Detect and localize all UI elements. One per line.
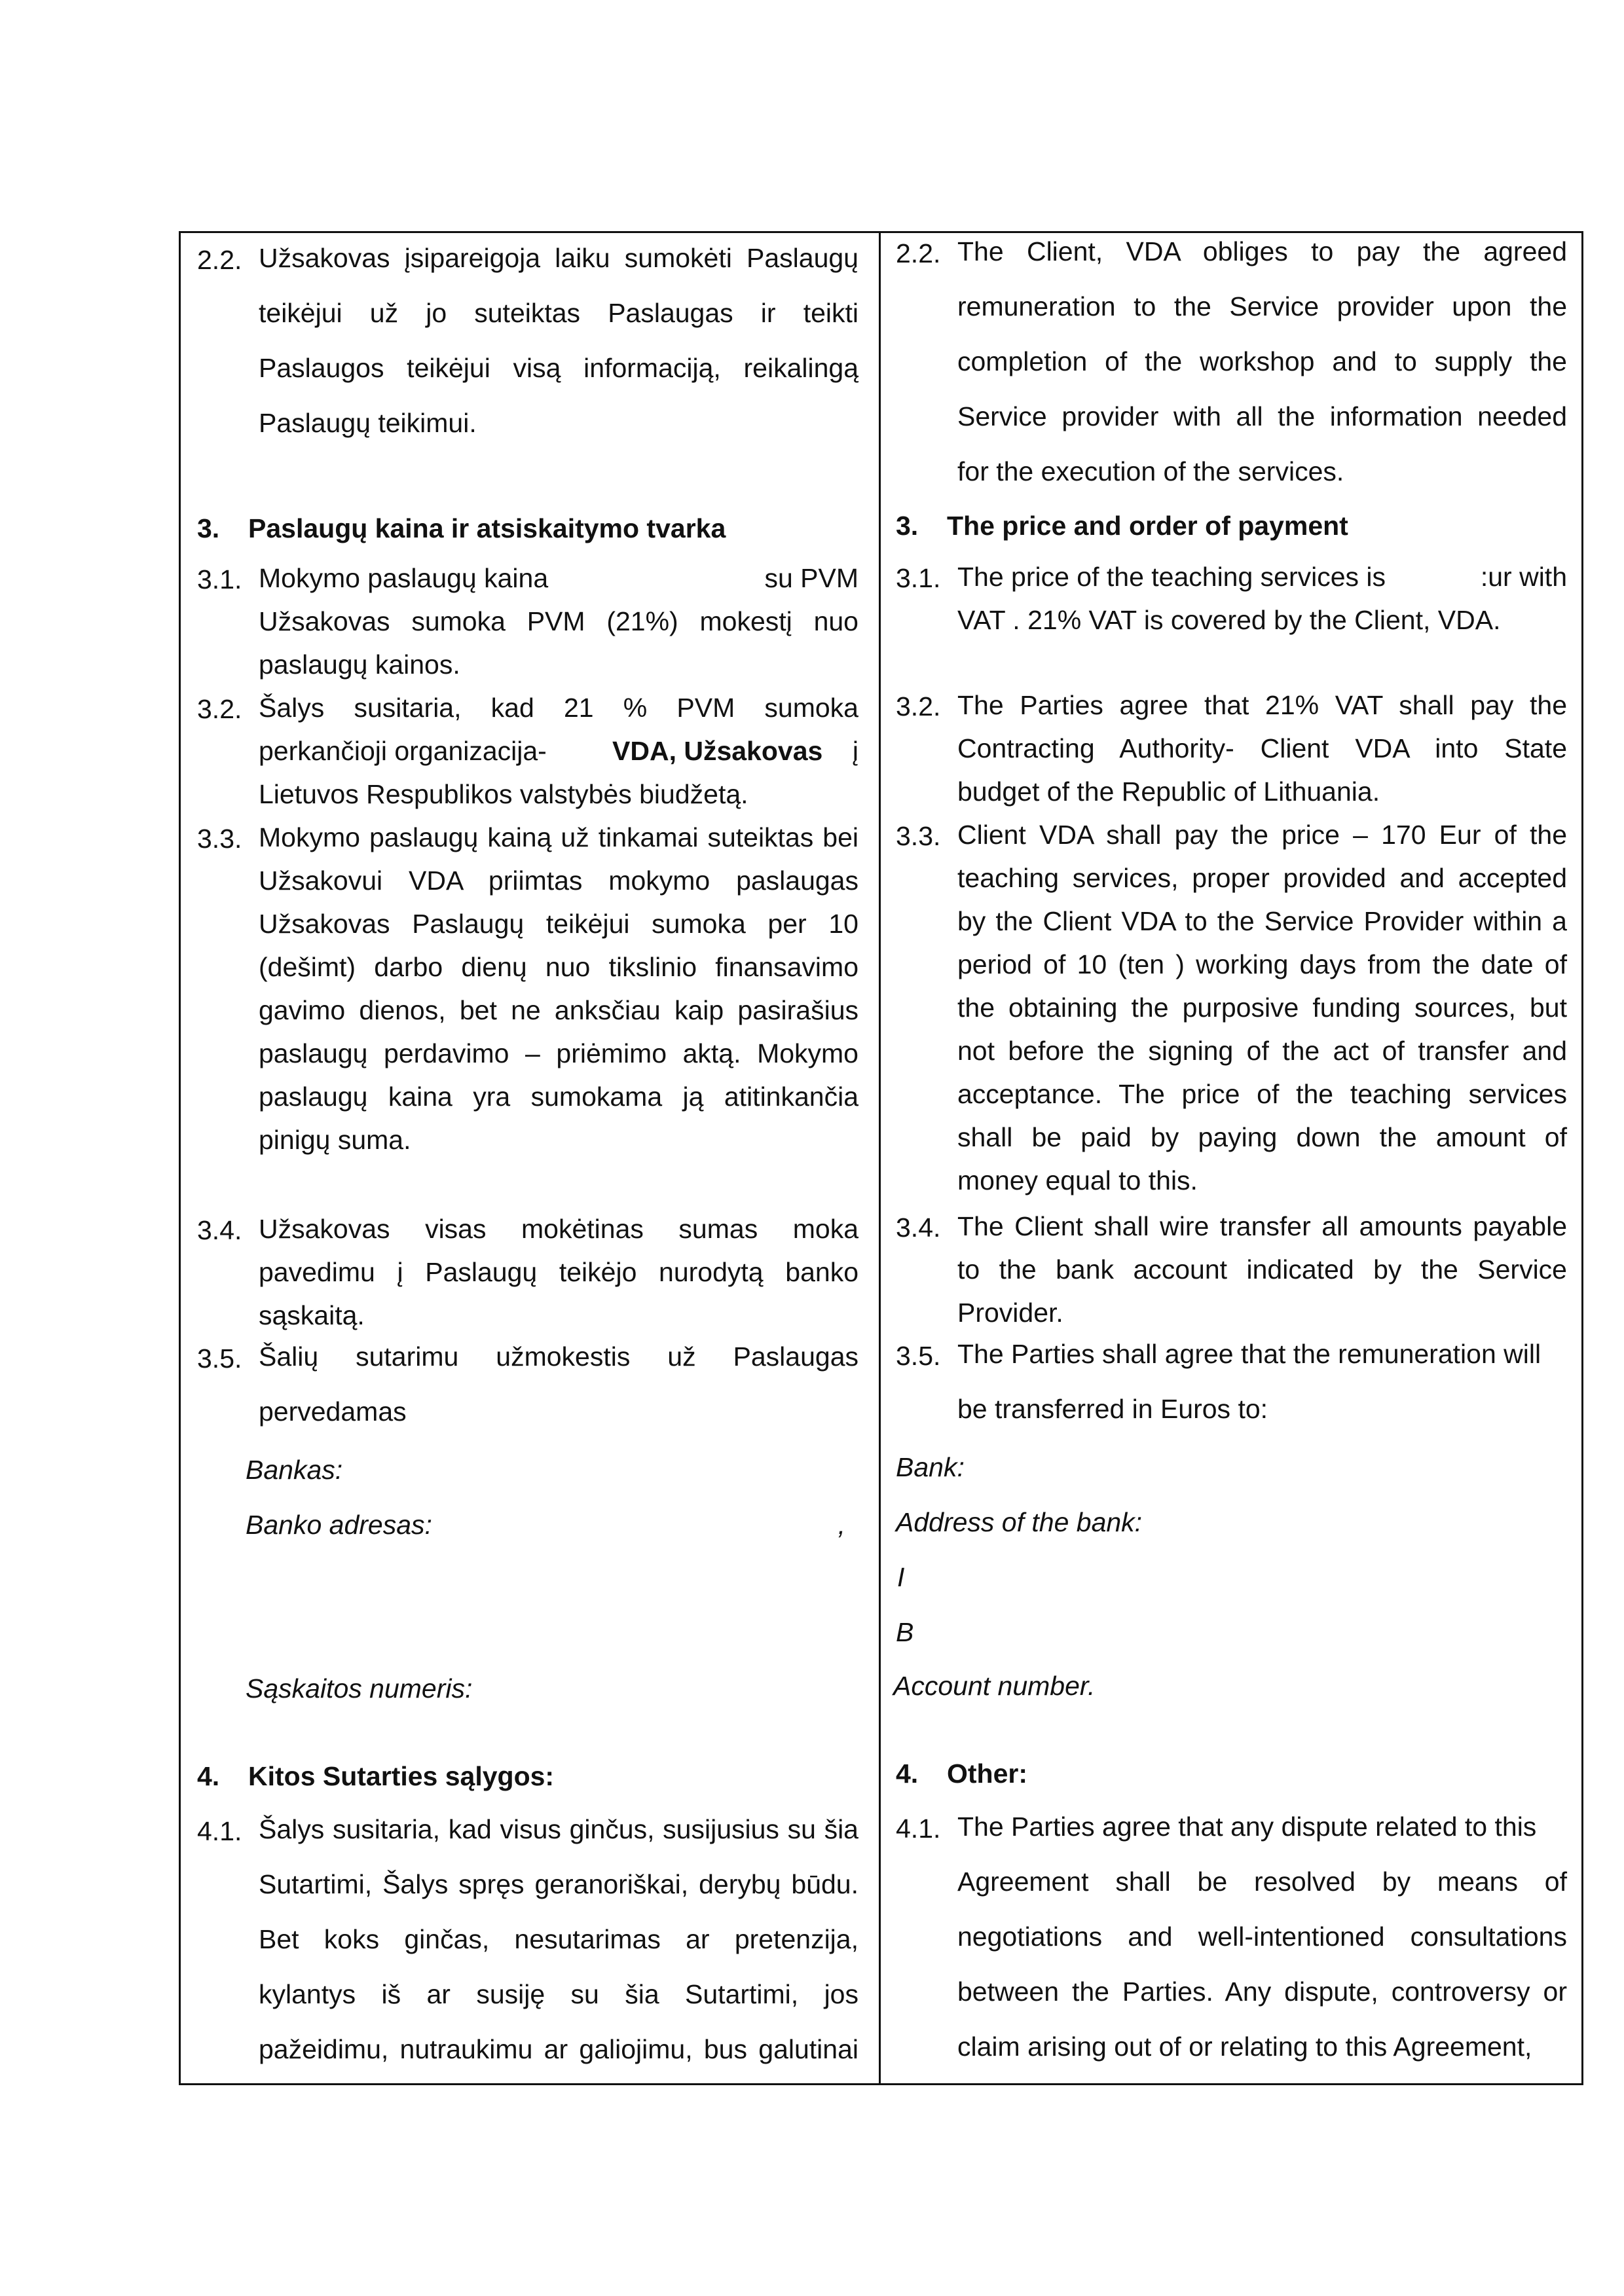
clause-line: pažeidimu, nutraukimu ar galiojimu, bus galutinai <box>259 2034 858 2064</box>
clause-line: Paslaugos teikėjui visą informaciją, reikalingą <box>259 353 858 383</box>
bank-address-label-lt: Banko adresas: <box>246 1510 432 1540</box>
clause-number: 3.3. <box>896 821 941 851</box>
clause-line: Service provider with all the information needed <box>957 401 1567 431</box>
clause-number: 3.2. <box>197 694 242 724</box>
section-number: 3. <box>896 511 919 541</box>
clause-line: Sutartimi, Šalys spręs geranoriškai, derybų būdu. <box>259 1869 858 1899</box>
clause-line: Lietuvos Respublikos valstybės biudžetą. <box>259 779 748 809</box>
clause-number: 2.2. <box>896 238 941 268</box>
clause-number: 3.1. <box>197 564 242 594</box>
clause-line: Užsakovas visas mokėtinas sumas moka <box>259 1214 858 1244</box>
clause-line: Užsakovui VDA priimtas mokymo paslaugas <box>259 866 858 896</box>
clause-line: pinigų suma. <box>259 1125 411 1155</box>
bank-address-trailing-lt: , <box>838 1510 845 1540</box>
clause-number: 2.2. <box>197 245 242 275</box>
bank-address-line2-en: B <box>896 1617 914 1647</box>
section-title: Paslaugų kaina ir atsiskaitymo tvarka <box>248 513 726 543</box>
section-title: The price and order of payment <box>947 511 1348 541</box>
clause-line: Client VDA shall pay the price – 170 Eur of the <box>957 820 1567 850</box>
clause-line: the obtaining the purposive funding sources, but <box>957 993 1567 1023</box>
clause-number: 3.2. <box>896 691 941 721</box>
clause-line: su PVM <box>764 563 858 593</box>
bilingual-contract-table <box>179 231 1583 2085</box>
clause-number: 4.1. <box>896 1813 941 1844</box>
clause-line: to the bank account indicated by the Service <box>957 1254 1567 1285</box>
clause-line: (dešimt) darbo dienų nuo tikslinio finansavimo <box>259 952 858 982</box>
clause-line: teaching services, proper provided and accepted <box>957 863 1567 893</box>
clause-line: kylantys iš ar susiję su šia Sutartimi, jos <box>259 1979 858 2009</box>
clause-line: pavedimu į Paslaugų teikėjo nurodytą banko <box>259 1257 858 1287</box>
section-title: Other: <box>947 1758 1027 1789</box>
clause-line: The Parties shall agree that the remuneration will <box>957 1339 1541 1369</box>
clause-line: pervedamas <box>259 1396 407 1427</box>
clause-line: be transferred in Euros to: <box>957 1394 1268 1424</box>
clause-line: shall be paid by paying down the amount of <box>957 1122 1567 1152</box>
clause-line: Užsakovas įsipareigoja laiku sumokėti Paslaugų <box>259 243 858 273</box>
clause-line: acceptance. The price of the teaching services <box>957 1079 1567 1109</box>
account-number-label-lt: Sąskaitos numeris: <box>246 1673 473 1704</box>
column-divider <box>879 233 881 2083</box>
clause-line: money equal to this. <box>957 1165 1198 1195</box>
clause-line: The Parties agree that any dispute related to this <box>957 1812 1537 1842</box>
clause-line: Mokymo paslaugų kaina <box>259 563 549 593</box>
clause-line: The Client, VDA obliges to pay the agreed <box>957 236 1567 266</box>
clause-line: Šalys susitaria, kad visus ginčus, susijusius su šia <box>259 1814 858 1844</box>
clause-line: The Client shall wire transfer all amounts payable <box>957 1211 1567 1241</box>
section-title: Kitos Sutarties sąlygos: <box>248 1761 555 1791</box>
bank-name-label-en: Bank: <box>896 1452 965 1482</box>
clause-line: teikėjui už jo suteiktas Paslaugas ir teikti <box>259 298 858 328</box>
bank-address-line1-en: I <box>897 1562 905 1592</box>
clause-line: not before the signing of the act of transfer and <box>957 1036 1567 1066</box>
clause-line: sąskaitą. <box>259 1300 365 1330</box>
clause-line: paslaugų kainos. <box>259 649 460 680</box>
clause-line: :ur with <box>1480 562 1567 592</box>
clause-line: by the Client VDA to the Service Provider within a <box>957 906 1567 936</box>
clause-line: period of 10 (ten ) working days from the date of <box>957 949 1567 979</box>
clause-line-bold: VDA, Užsakovas <box>612 736 823 766</box>
clause-line: Užsakovas sumoka PVM (21%) mokestį nuo <box>259 606 858 636</box>
section-number: 4. <box>896 1758 919 1789</box>
clause-line: The price of the teaching services is <box>957 562 1386 592</box>
clause-number: 3.4. <box>197 1215 242 1245</box>
clause-line: remuneration to the Service provider upon the <box>957 291 1567 321</box>
clause-line: Šalių sutarimu užmokestis už Paslaugas <box>259 1341 858 1372</box>
clause-line: paslaugų kaina yra sumokama ją atitinkančia <box>259 1082 858 1112</box>
clause-line: perkančioji organizacija- <box>259 736 547 766</box>
bank-address-label-en: Address of the bank: <box>896 1507 1143 1537</box>
clause-line: Agreement shall be resolved by means of <box>957 1867 1567 1897</box>
bank-name-label-lt: Bankas: <box>246 1455 343 1485</box>
clause-number: 3.3. <box>197 824 242 854</box>
clause-line: Šalys susitaria, kad 21 % PVM sumoka <box>259 693 858 723</box>
clause-line: VAT . 21% VAT is covered by the Client, VDA. <box>957 605 1501 635</box>
clause-line: for the execution of the services. <box>957 456 1344 486</box>
clause-line: Provider. <box>957 1298 1063 1328</box>
clause-line: between the Parties. Any dispute, controversy or <box>957 1977 1567 2007</box>
clause-number: 3.1. <box>896 563 941 593</box>
clause-line: Paslaugų teikimui. <box>259 408 477 438</box>
clause-number: 3.4. <box>896 1212 941 1243</box>
clause-line: budget of the Republic of Lithuania. <box>957 776 1380 807</box>
clause-line: claim arising out of or relating to this Agreement, <box>957 2032 1532 2062</box>
clause-number: 3.5. <box>197 1343 242 1374</box>
clause-line: completion of the workshop and to supply the <box>957 346 1567 376</box>
clause-line: Bet koks ginčas, nesutarimas ar pretenzija, <box>259 1924 858 1954</box>
clause-line: Užsakovas Paslaugų teikėjui sumoka per 10 <box>259 909 858 939</box>
section-number: 3. <box>197 513 220 543</box>
clause-line: The Parties agree that 21% VAT shall pay the <box>957 690 1567 720</box>
clause-line: Mokymo paslaugų kainą už tinkamai suteiktas bei <box>259 822 858 852</box>
clause-line: paslaugų perdavimo – priėmimo aktą. Mokymo <box>259 1038 858 1068</box>
clause-line: Contracting Authority- Client VDA into State <box>957 733 1567 763</box>
clause-line: negotiations and well-intentioned consultations <box>957 1922 1567 1952</box>
clause-number: 4.1. <box>197 1816 242 1846</box>
account-number-label-en: Account number. <box>893 1671 1096 1701</box>
section-number: 4. <box>197 1761 220 1791</box>
clause-line: gavimo dienos, bet ne anksčiau kaip pasirašius <box>259 995 858 1025</box>
clause-line: į <box>852 736 858 766</box>
clause-number: 3.5. <box>896 1341 941 1371</box>
